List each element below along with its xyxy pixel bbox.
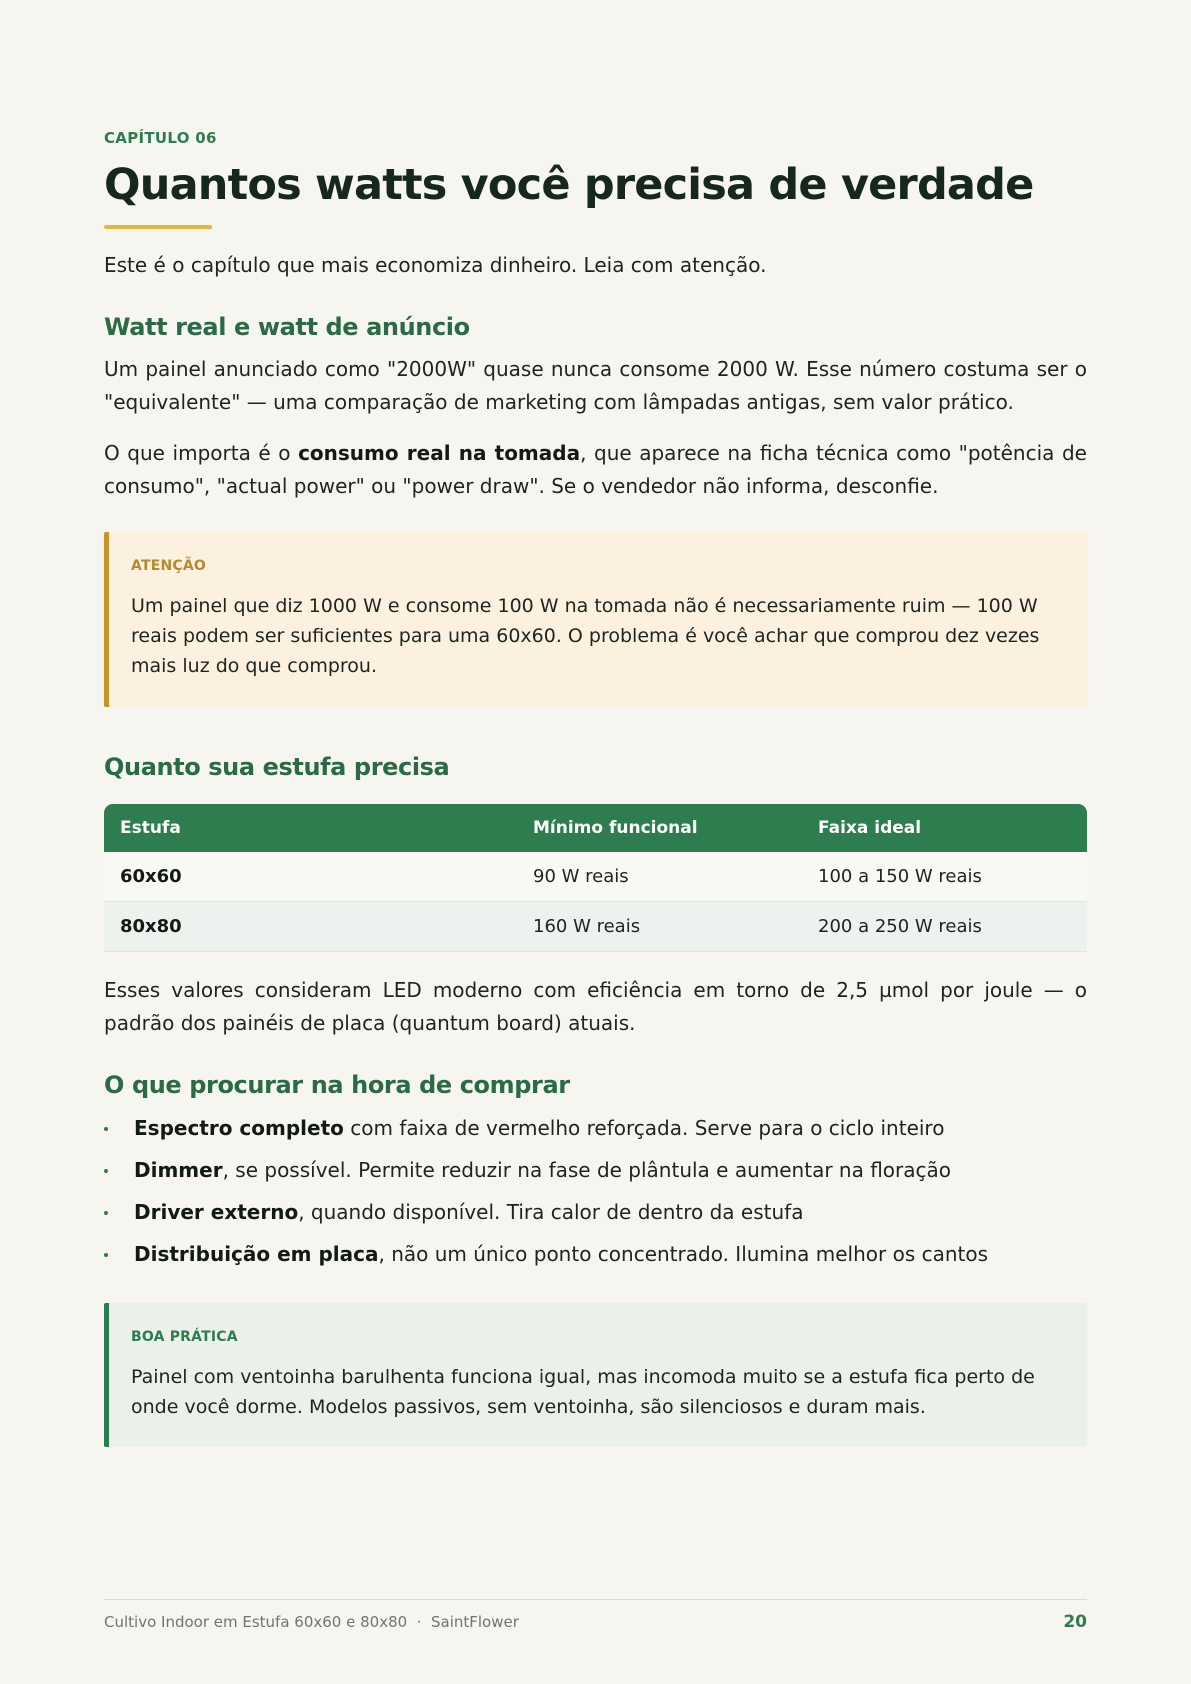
table-cell: 100 a 150 W reais <box>802 852 1087 902</box>
warning-callout <box>104 532 1087 707</box>
footer-divider <box>104 1599 1087 1600</box>
list-item <box>104 1112 988 1154</box>
chapter-intro: Este é o capítulo que mais economiza dinheiro. Leia com atenção. <box>104 253 767 277</box>
table-row <box>104 902 1087 952</box>
table-cell: 80x80 <box>104 902 517 952</box>
section-heading-watt-real: Watt real e watt de anúncio <box>104 313 470 341</box>
list-item <box>104 1196 988 1238</box>
paragraph-watt-advertised: Um painel anunciado como "2000W" quase nunca consome 2000 W. Esse número costuma ser o "equivalente" — uma comparação de marketing com lâmpadas antigas, sem valor prático. <box>104 357 1087 414</box>
chapter-label: CAPÍTULO 06 <box>104 129 217 147</box>
list-item-bold: Espectro completo <box>134 1116 344 1140</box>
list-item-bold: Driver externo <box>134 1200 299 1224</box>
table-cell: 200 a 250 W reais <box>802 902 1087 952</box>
footer-book-title: Cultivo Indoor em Estufa 60x60 e 80x80 · SaintFlower <box>104 1613 519 1631</box>
page-number: 20 <box>1063 1612 1087 1632</box>
paragraph-real-consumption <box>104 437 1087 503</box>
column-header: Faixa ideal <box>802 804 1087 852</box>
paragraph-efficiency-note: Esses valores consideram LED moderno com eficiência em torno de 2,5 µmol por joule — o padrão dos painéis de placa (quantum board) atuais. <box>104 978 1087 1035</box>
warning-callout-text: Um painel que diz 1000 W e consome 100 W na tomada não é necessariamente ruim — 100 W reais podem ser suficientes para uma 60x60. O problema é você achar que comprou dez vezes mais luz do que comprou. <box>131 595 1040 677</box>
table-cell: 60x60 <box>104 852 517 902</box>
section-heading-what-to-buy: O que procurar na hora de comprar <box>104 1071 570 1099</box>
table-header-row <box>104 804 1087 852</box>
bullet-icon <box>104 1211 108 1215</box>
good-practice-callout <box>104 1303 1087 1447</box>
paragraph-text: O que importa é o <box>104 441 299 465</box>
list-item-text: , quando disponível. Tira calor de dentro da estufa <box>298 1200 804 1224</box>
table-cell: 90 W reais <box>517 852 802 902</box>
buying-checklist <box>104 1112 988 1280</box>
list-item-text: , não um único ponto concentrado. Ilumina melhor os cantos <box>378 1242 989 1266</box>
warning-callout-title: ATENÇÃO <box>131 558 206 574</box>
table-row <box>104 852 1087 902</box>
column-header: Mínimo funcional <box>517 804 802 852</box>
column-header: Estufa <box>104 804 517 852</box>
page-title: Quantos watts você precisa de verdade <box>104 160 1034 210</box>
list-item-text: com faixa de vermelho reforçada. Serve para o ciclo inteiro <box>343 1116 945 1140</box>
good-practice-callout-text: Painel com ventoinha barulhenta funciona igual, mas incomoda muito se a estufa fica perto de onde você dorme. Modelos passivos, sem ventoinha, são silenciosos e duram mais. <box>131 1366 1035 1418</box>
title-underline <box>104 225 212 229</box>
good-practice-callout-title: BOA PRÁTICA <box>131 1329 238 1345</box>
list-item-bold: Distribuição em placa <box>134 1242 379 1266</box>
bullet-icon <box>104 1127 108 1131</box>
bullet-icon <box>104 1253 108 1257</box>
list-item <box>104 1238 988 1280</box>
list-item <box>104 1154 988 1196</box>
section-heading-greenhouse-needs: Quanto sua estufa precisa <box>104 753 450 781</box>
table-cell: 160 W reais <box>517 902 802 952</box>
paragraph-text: , que aparece na ficha técnica como "potência de consumo", "actual power" ou "power draw". Se o vendedor não informa, desconfie. <box>104 441 1087 498</box>
emphasis-real-consumption: consumo real na tomada <box>298 441 581 465</box>
wattage-table <box>104 804 1087 952</box>
bullet-icon <box>104 1169 108 1173</box>
list-item-text: , se possível. Permite reduzir na fase de plântula e aumentar na floração <box>222 1158 951 1182</box>
list-item-bold: Dimmer <box>134 1158 223 1182</box>
